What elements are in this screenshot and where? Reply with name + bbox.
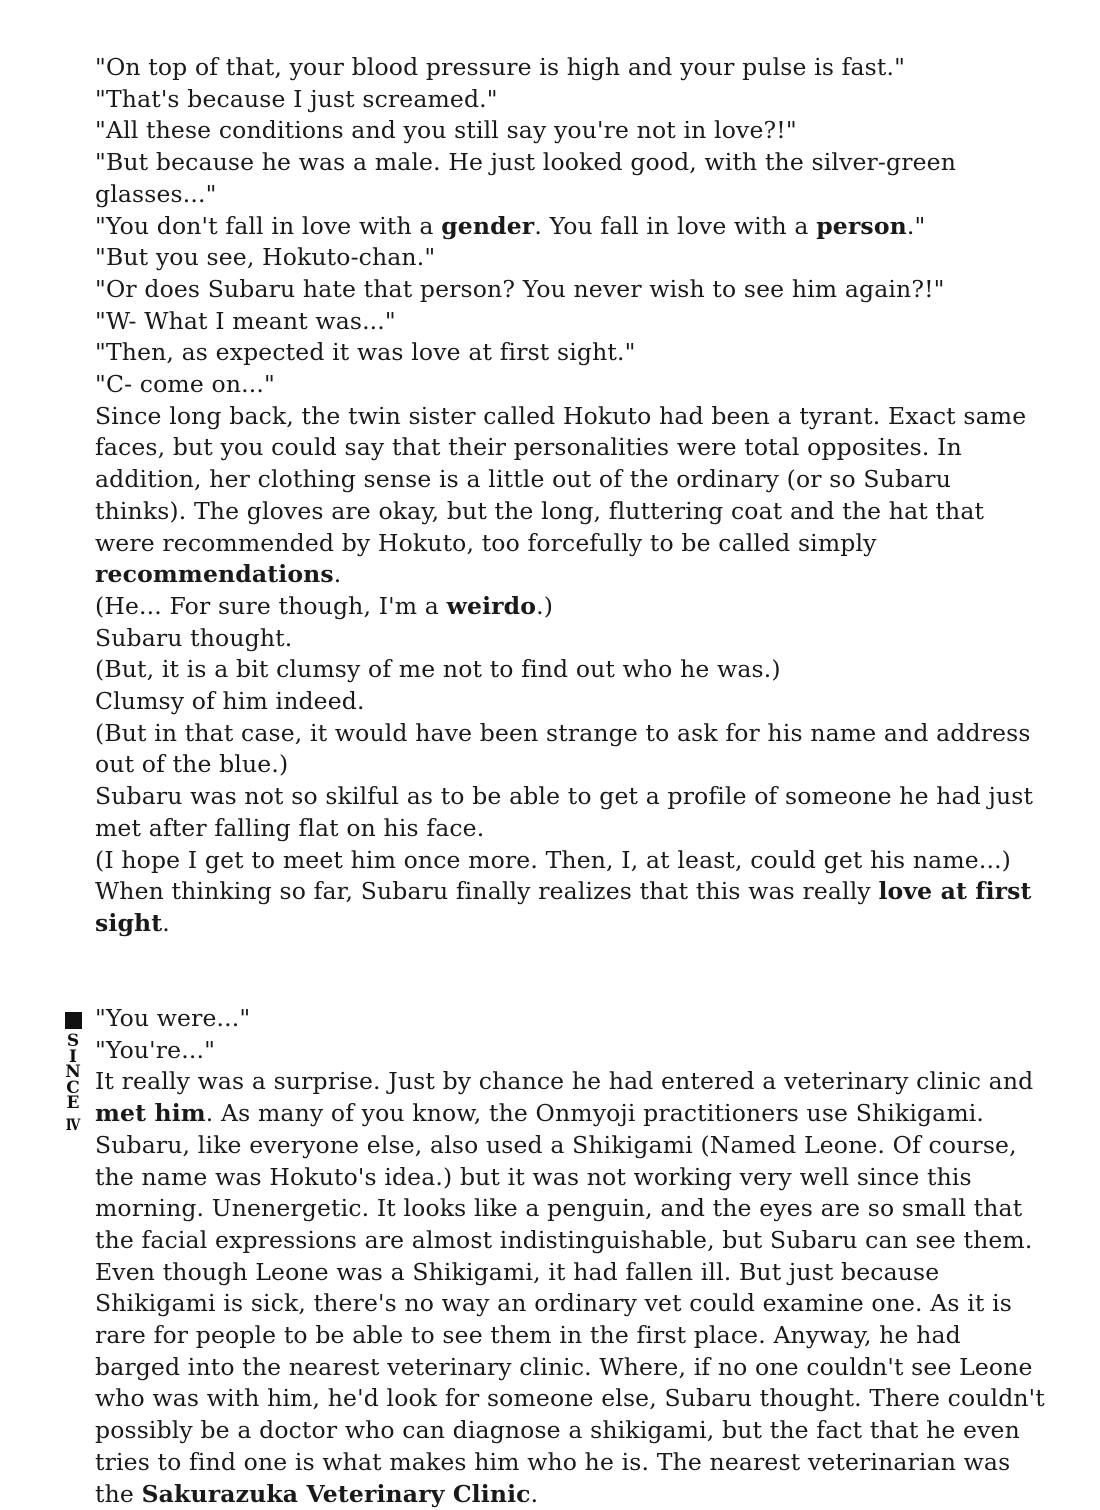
section-one-text <box>95 52 1045 940</box>
emphasis-text: met him <box>95 1099 206 1128</box>
text-run: "But because he was a male. He just looked good, with the silver-green glasses..." <box>95 148 956 208</box>
text-run: "W- What I meant was..." <box>95 306 396 335</box>
paragraph <box>95 274 1045 306</box>
text-run: (But, it is a bit clumsy of me not to find out who he was.) <box>95 655 781 684</box>
paragraph <box>95 876 1045 939</box>
text-run: .) <box>536 591 554 620</box>
text-run: When thinking so far, Subaru finally realizes that this was really <box>95 877 879 906</box>
paragraph <box>95 591 1045 623</box>
text-run: (I hope I get to meet him once more. Then, I, at least, could get his name...) <box>95 845 1012 874</box>
emphasis-text: recommendations <box>95 560 334 589</box>
paragraph <box>95 369 1045 401</box>
text-run: . <box>333 560 342 589</box>
chapter-numeral: Ⅳ <box>65 1114 81 1134</box>
paragraph <box>95 115 1045 147</box>
paragraph <box>95 845 1045 877</box>
text-run: "But you see, Hokuto-chan." <box>95 243 436 272</box>
paragraph <box>95 718 1045 781</box>
chapter-letter: N <box>65 1062 81 1082</box>
paragraph <box>95 147 1045 210</box>
text-run: "You're..." <box>95 1035 216 1064</box>
paragraph <box>95 337 1045 369</box>
text-run: "You don't fall in love with a <box>95 211 442 240</box>
chapter-letter: S <box>66 1031 80 1051</box>
text-run: Since long back, the twin sister called Hokuto had been a tyrant. Exact same faces, but you could say that their personalities were total opposites. In addition, her clothing sense is a little out of the ordinary (or so Subaru thinks). The gloves are okay, but the long, fluttering coat and the hat that were recommended by Hokuto, too forcefully to be called simply <box>95 401 1027 557</box>
text-run: Subaru was not so skilful as to be able to get a profile of someone he had just met after falling flat on his face. <box>95 782 1034 842</box>
emphasis-text: love at first sight <box>95 877 1032 937</box>
paragraph <box>95 781 1045 844</box>
text-run: Clumsy of him indeed. <box>95 687 365 716</box>
text-run: "Or does Subaru hate that person? You never wish to see him again?!" <box>95 274 945 303</box>
paragraph <box>95 1035 1045 1067</box>
chapter-letter: C <box>66 1077 80 1098</box>
text-run: "You were..." <box>95 1004 251 1032</box>
emphasis-text: weirdo <box>446 591 537 620</box>
text-run: . As many of you know, the Onmyoji practitioners use Shikigami. Subaru, like everyone else, also used a Shikigami (Named Leone. Of course, the name was Hokuto's idea.) but it was not working very well since this morning. Unenergetic. It looks like a penguin, and the eyes are so small that the facial expressions are almost indistinguishable, but Subaru can see them. Even though Leone was a Shikigami, it had fallen ill. But just because Shikigami is sick, there's no way an ordinary vet could examine one. As it is rare for people to be able to see them in the first place. Anyway, he had barged into the nearest veterinary clinic. Where, if no one couldn't see Leone who was with him, he'd look for someone else, Subaru thought. There couldn't possibly be a doctor who can diagnose a shikigami, but the fact that he even tries to find one is what makes him who he is. The nearest veterinarian was the <box>95 1099 1045 1508</box>
emphasis-text: gender <box>441 211 535 240</box>
text-run: (But in that case, it would have been strange to ask for his name and address out of the blue.) <box>95 718 1031 779</box>
text-run: "C- come on..." <box>95 370 275 399</box>
section-two-text <box>95 1003 1045 1510</box>
text-run: . <box>162 908 170 937</box>
paragraph <box>95 242 1045 274</box>
paragraph <box>95 654 1045 686</box>
paragraph <box>95 401 1045 591</box>
paragraph <box>95 1003 1045 1035</box>
paragraph <box>95 211 1045 243</box>
paragraph <box>95 306 1045 338</box>
emphasis-text: Sakurazuka Veterinary Clinic <box>141 1479 531 1508</box>
text-run: "All these conditions and you still say you're not in love?!" <box>95 116 797 145</box>
text-run: It really was a surprise. Just by chance he had entered a veterinary clinic and <box>95 1067 1034 1096</box>
text-run: . You fall in love with a <box>534 211 817 240</box>
text-run: "On top of that, your blood pressure is high and your pulse is fast." <box>95 53 906 81</box>
text-run: . <box>530 1479 539 1508</box>
text-run: "That's because I just screamed." <box>95 84 498 113</box>
paragraph <box>95 686 1045 718</box>
chapter-letter: I <box>69 1046 77 1067</box>
emphasis-text: person <box>816 211 907 240</box>
text-run: "Then, as expected it was love at first sight." <box>95 338 636 367</box>
chapter-marker <box>60 1010 86 1134</box>
text-run: ." <box>906 211 926 240</box>
paragraph <box>95 84 1045 116</box>
paragraph <box>95 623 1045 655</box>
chapter-letter: E <box>66 1093 80 1113</box>
text-run: (He... For sure though, I'm a <box>95 591 447 620</box>
black-square-icon <box>65 1012 82 1029</box>
paragraph <box>95 1066 1045 1510</box>
paragraph <box>95 52 1045 84</box>
text-run: Subaru thought. <box>95 623 293 652</box>
